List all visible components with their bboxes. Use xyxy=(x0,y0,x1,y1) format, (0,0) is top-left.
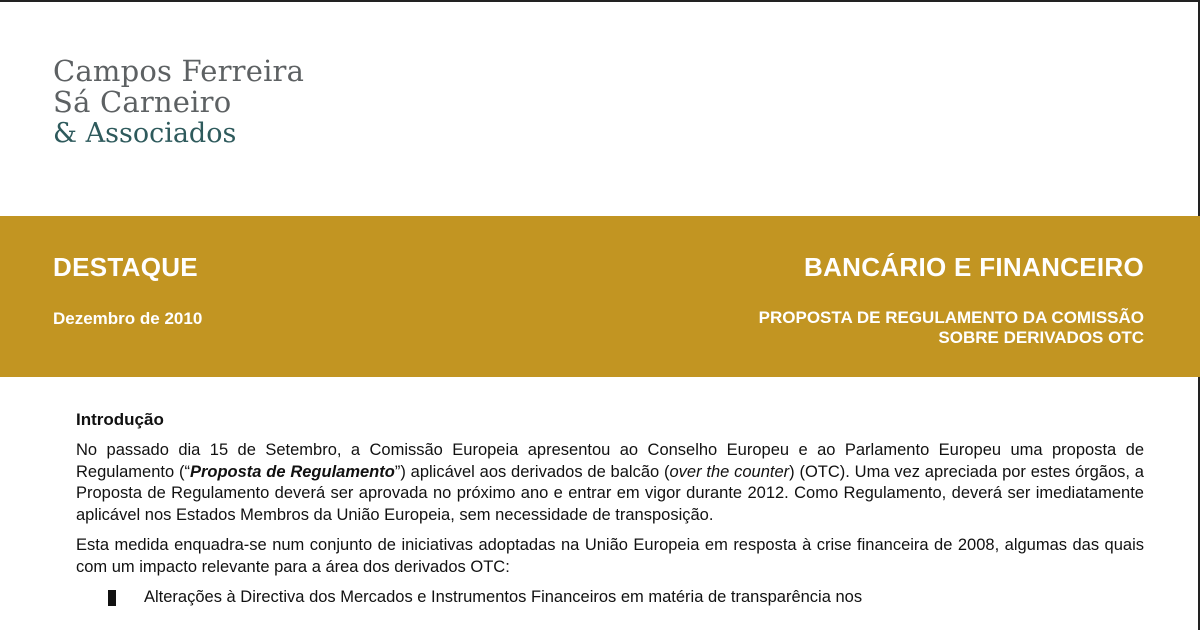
frame-border-top xyxy=(0,0,1200,2)
bullet-marker-icon xyxy=(108,590,116,606)
p1-text-b: ”) aplicável aos derivados de balcão ( xyxy=(394,462,670,481)
firm-logo xyxy=(53,56,304,149)
banner-right-title: BANCÁRIO E FINANCEIRO xyxy=(804,252,1144,282)
list-item xyxy=(76,587,1144,609)
banner-date: Dezembro de 2010 xyxy=(53,309,203,328)
header-banner xyxy=(0,216,1200,377)
bullet-text: Alterações à Directiva dos Mercados e Instrumentos Financeiros em matéria de transparência nos xyxy=(144,588,863,606)
p1-text-c: ) (OTC). Uma vez apreciada por estes órgãos, a Proposta de Regulamento deverá ser aprovada no próximo ano e entrar em vigor durante 2012. Como Regulamento, deverá ser imediatamente aplicável nos Estados Membros da União Europeia, sem necessidade de transposição. xyxy=(76,462,1144,524)
p1-text-a: No passado dia 15 de Setembro, a Comissão Europeia apresentou ao Conselho Europeu e ao Parlamento Europeu uma proposta de Regulamento (“ xyxy=(76,441,1144,481)
banner-subtitle-line-1: PROPOSTA DE REGULAMENTO DA COMISSÃO xyxy=(758,308,1144,327)
logo-line-3: & Associados xyxy=(53,118,237,149)
p1-italic: over the counter xyxy=(669,462,790,481)
banner-left-title: DESTAQUE xyxy=(53,252,198,282)
paragraph-2: Esta medida enquadra-se num conjunto de iniciativas adoptadas na União Europeia em resposta à crise financeira de 2008, algumas das quais com um impacto relevante para a área dos derivados OTC: xyxy=(76,536,1144,576)
banner-subtitle xyxy=(759,308,1144,348)
paragraph-1 xyxy=(76,440,1144,526)
banner-subtitle-line-2: SOBRE DERIVADOS OTC xyxy=(938,328,1144,347)
section-heading: Introdução xyxy=(76,410,164,429)
logo-line-2: Sá Carneiro xyxy=(53,85,232,119)
logo-line-1: Campos Ferreira xyxy=(53,54,305,88)
p1-bold-italic: Proposta de Regulamento xyxy=(189,462,395,481)
document-body xyxy=(76,410,1144,609)
